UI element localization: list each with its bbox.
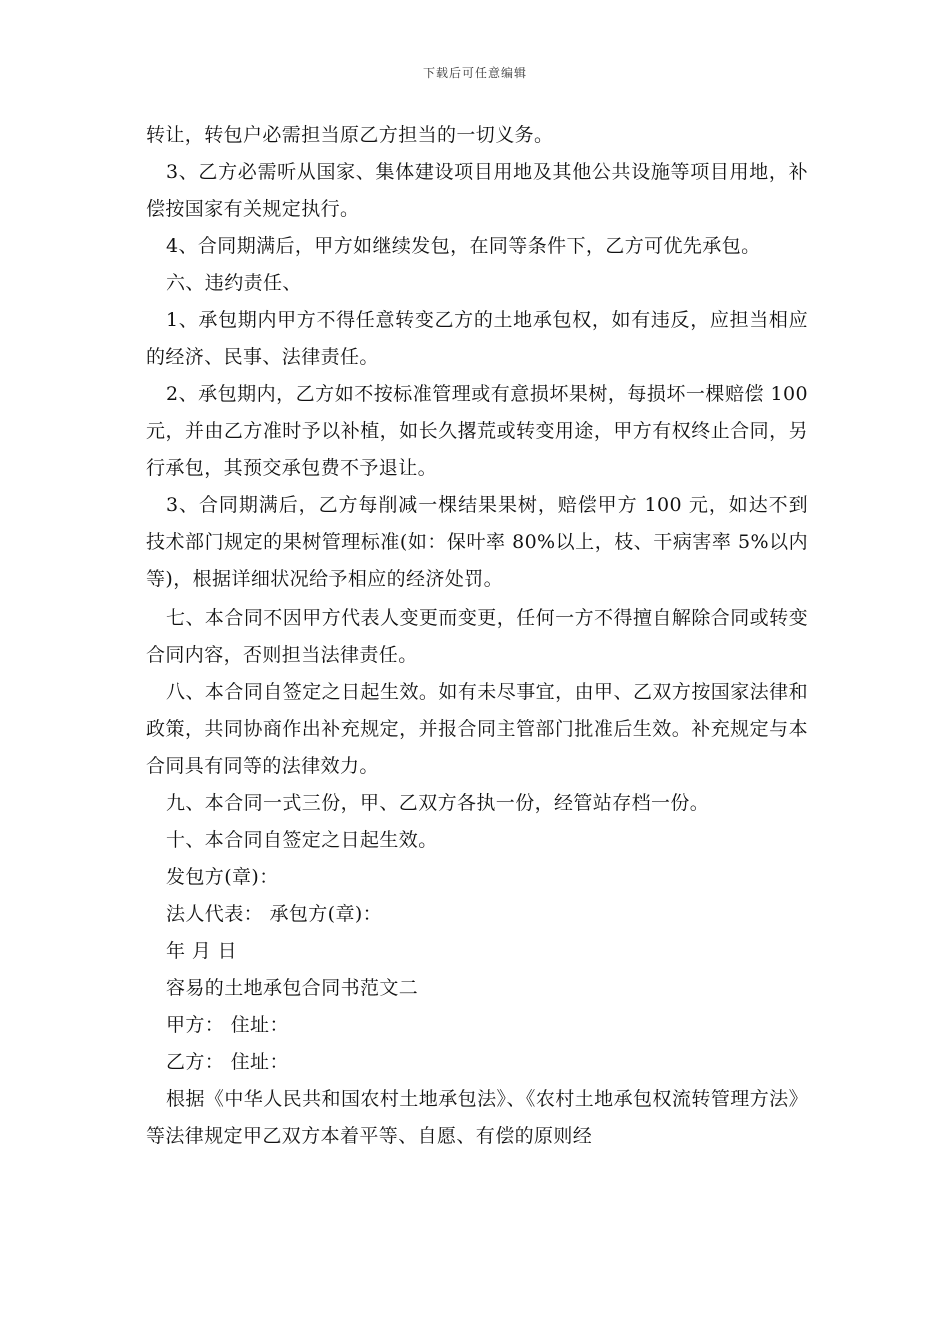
paragraph: 转让，转包户必需担当原乙方担当的一切义务。 <box>146 124 554 146</box>
document-title: 容易的土地承包合同书范文二 <box>166 977 419 999</box>
paragraph: 3、乙方必需听从国家、集体建设项目用地及其他公共设施等项目用地，补偿按国家有关规定执行。 <box>146 161 808 220</box>
date-line: 年 月 日 <box>166 940 238 962</box>
section-heading: 六、违约责任、 <box>166 272 302 294</box>
paragraph: 十、本合同自签定之日起生效。 <box>166 829 438 851</box>
party-line: 甲方： 住址： <box>166 1014 289 1036</box>
paragraph: 根据《中华人民共和国农村土地承包法》、《农村土地承包权流转管理方法》等法律规定甲乙双方本着平等、自愿、有偿的原则经 <box>146 1088 808 1147</box>
paragraph: 1、承包期内甲方不得任意转变乙方的土地承包权，如有违反，应担当相应的经济、民事、法律责任。 <box>146 309 808 368</box>
paragraph: 八、本合同自签定之日起生效。如有未尽事宜，由甲、乙双方按国家法律和政策，共同协商作出补充规定，并报合同主管部门批准后生效。补充规定与本合同具有同等的法律效力。 <box>146 681 808 777</box>
paragraph: 2、承包期内，乙方如不按标准管理或有意损坏果树，每损坏一棵赔偿 100 元，并由乙方准时予以补植，如长久撂荒或转变用途，甲方有权终止合同，另行承包，其预交承包费不予退让。 <box>146 383 808 479</box>
signature-line: 发包方(章)： <box>166 866 279 888</box>
page-header: 下载后可任意编辑 <box>422 66 527 80</box>
document-body <box>146 117 808 1155</box>
party-line: 乙方： 住址： <box>166 1051 289 1073</box>
paragraph: 3、合同期满后，乙方每削减一棵结果果树，赔偿甲方 100 元，如达不到技术部门规定的果树管理标准(如：保叶率 80%以上，枝、干病害率 5%以内等)，根据详细状况给予相应的经济处罚。 <box>146 494 808 590</box>
paragraph: 4、合同期满后，甲方如继续发包，在同等条件下，乙方可优先承包。 <box>166 235 761 257</box>
paragraph: 九、本合同一式三份，甲、乙双方各执一份，经管站存档一份。 <box>166 792 710 814</box>
paragraph: 七、本合同不因甲方代表人变更而变更，任何一方不得擅自解除合同或转变合同内容，否则担当法律责任。 <box>146 607 808 666</box>
signature-line: 法人代表： 承包方(章)： <box>166 903 383 925</box>
